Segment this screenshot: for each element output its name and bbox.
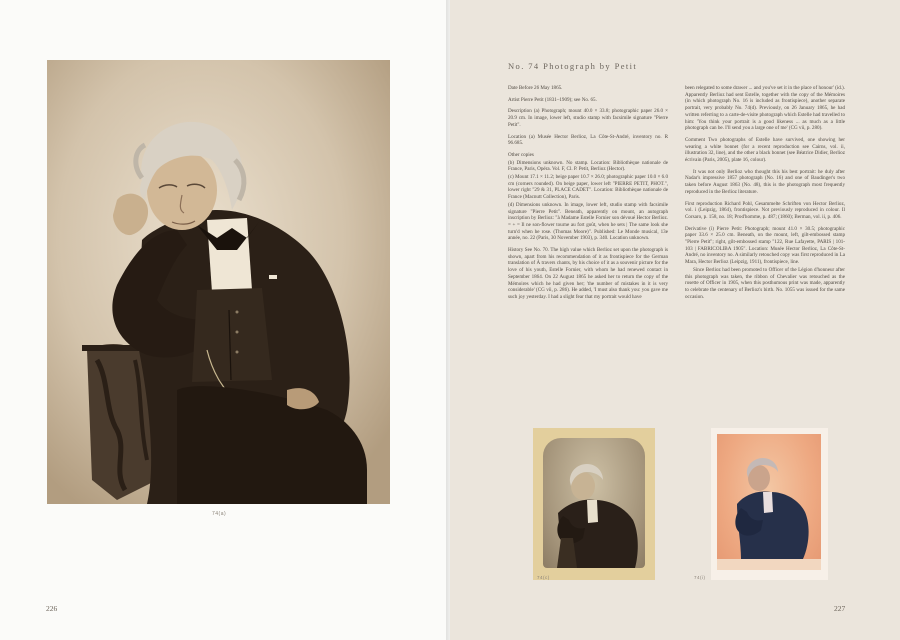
page-number-right: 227 xyxy=(834,604,846,613)
paragraph: Comment Two photographs of Estelle have survived, one showing her wearing a white bonnet (for a recent reproduction see Cairns, vol. ii, illustration 32, line), and the other a black bonnet (see Béatrice Didier, Berlioz écrivain (Paris, 2005), plate 16, colour). xyxy=(685,136,845,164)
paragraph: Location (a) Musée Hector Berlioz, La Côte-St-André, inventory no. R 96.685. xyxy=(508,133,668,147)
thumbnail-photograph-c xyxy=(533,428,655,580)
paragraph: been relegated to some drawer ... and you've set it in the place of honour' (id.). Apparently Berlioz had sent Estelle, together with the copy of the Mémoires (in which photograph No. 16 is included as frontispiece), another separate portrait, very probably No. 74(d). Previously, on 26 January 1865, he had written referring to a carte-de-visite photograph which Estelle had travelled to him: 'You think your portrait is a good likeness ... as much as a little photograph can be. I'll send you a large one of me' (CG vii, p. 280). xyxy=(685,85,845,132)
paragraph: Date Before 26 May 1865. xyxy=(508,85,563,91)
thumbnail-caption-i: 74(i) xyxy=(694,575,706,580)
paragraph: (c) Mount 17.1 × 11.2; beige paper 10.7 × 26.0; photographic paper 10.0 × 6.0 cm (corners rounded). On beige paper, lower left "PIERRE PETIT, PHOT.", lower right "29 & 31, PLACE CADET". Location: Bibliothèque nationale de France (Macnutt Collection), Paris. xyxy=(508,174,668,201)
paragraph: Other copies xyxy=(508,151,534,158)
thumbnail-image-c xyxy=(543,438,645,568)
paragraph: (b) Dimensions unknown. No stamp. Location: Bibliothèque nationale de France, Paris, Opéra. Vol. F, Cl. P. Petit, Berlioz (Hector). xyxy=(508,159,668,173)
paragraph: Artist Pierre Petit (1831–1909); see No. 65. xyxy=(508,96,597,103)
paragraph: It was not only Berlioz who thought this his best portrait: he duly after Nadar's impressive 1857 photograph (No. 16) and one of Baudinger's two taken before August 1863 (No. 48), this is the photograph most frequently reproduced in the Berlioz literature. xyxy=(685,168,845,195)
portrait-illustration xyxy=(47,60,390,504)
main-figure-caption: 74(a) xyxy=(212,511,227,517)
paragraph: Derivative (i) Pierre Petit: Photograph; mount 41.0 × 30.5; photographic paper 33.6 × 25.0 cm. Beneath, on the mount, left, gilt-embossed stamp "Pierre Petit"; right, gilt-embossed stamp "122, Rue Lafayette, PARIS | 101-103 | FABRICOLIBA 1905". Location: Musée Hector Berlioz, La Côte-St-André, no inventory no. A similarly retouched copy was first reproduced in La Mara, Hector Berlioz (Leipzig, 1911), frontispiece, line. xyxy=(685,225,845,266)
thumbnail-photograph-i xyxy=(711,428,828,580)
paragraph: Description (a) Photograph; mount 40.0 × 33.8; photographic paper 26.0 × 20.9 cm. In image, lower left, studio stamp with facsimile signature "Pierre Petit". xyxy=(508,108,668,128)
text-column-right xyxy=(685,85,845,305)
paragraph: (d) Dimensions unknown. In image, lower left, studio stamp with facsimile signature "Pierre Petit". Beneath, apparently on mount, an autograph inscription by Berlioz: "à Madame Estelle Fornier son dévoué Hector Berlioz. = + = Il ne son-flower tourne au fort goût, when he sets | The same look she turn'd when he rose. (Thomas Moore)". Published: Le Monde musical, 13e année, no. 22 (Paris, 30 November 1903), p. 340. Location unknown. xyxy=(508,201,668,242)
paragraph: History See No. 70. The high value which Berlioz set upon the photograph is shown, apart from his recommendation of it as frontispiece for the German translation of À travers chants, by his choice of it as a souvenir picture for the love of his youth, Estelle Fornier, with whom he had renewed contact in September 1864. On 22 August 1865 he asked her to return the copy of the Mémoires which he had given her; 'the number of mistakes in it is very considerable' (CG vii, p. 286). He added, 'I must also thank you: you gave me such joy yesterday. I had a slight fear that my portrait would have xyxy=(508,247,668,300)
portrait-photograph-main xyxy=(47,60,390,504)
paragraph: First reproduction Richard Pohl, Gesammelte Schriften von Hector Berlioz, vol. i (Leipzig, 1864), frontispiece. Not previously reproduced in colour. Il Corsaro, p. 158, no. 18; Prod'homme, p. 487; (1860); Berman, vol. ii, p. 406. xyxy=(685,200,845,220)
text-column-left xyxy=(508,85,668,306)
thumbnail-caption-c: 74(c) xyxy=(537,575,550,580)
thumbnail-image-i xyxy=(717,434,821,570)
page-number-left: 226 xyxy=(46,604,58,613)
entry-title: No. 74 Photograph by Petit xyxy=(508,61,638,71)
paragraph: Since Berlioz had been promoted to Officer of the Légion d'honneur after this photograph was taken, the ribbon of Chevalier was retouched as the rosette of Officer in 1905, when this posthumous print was made, apparently to celebrate the centenary of Berlioz's birth. No. 1055 was issued for the same occasion. xyxy=(685,266,845,300)
